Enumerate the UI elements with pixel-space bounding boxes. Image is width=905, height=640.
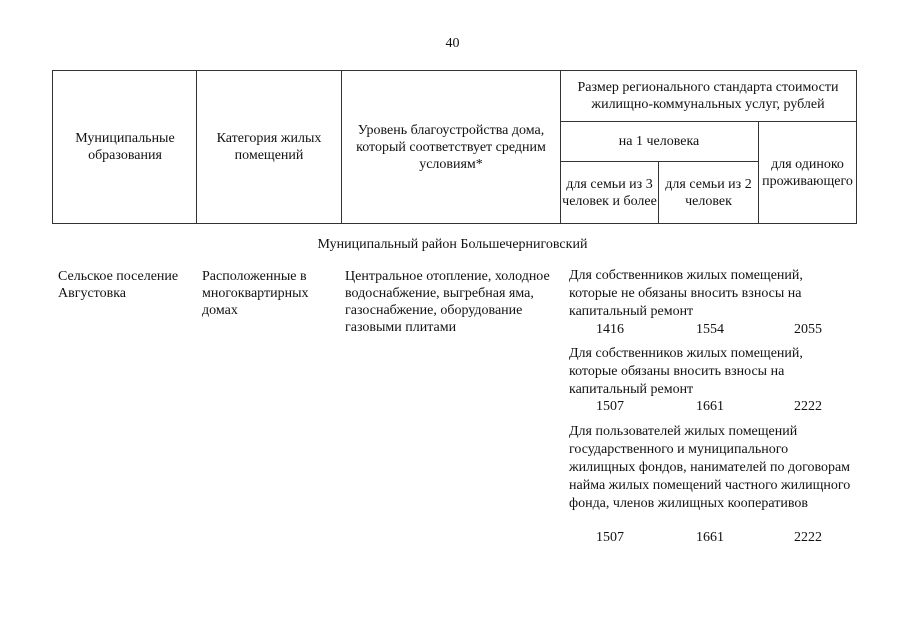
header-single: для одиноко проживающего <box>762 156 853 189</box>
page-number: 40 <box>445 36 460 51</box>
header-right-border <box>856 70 857 224</box>
value-family2: 1661 <box>696 399 724 414</box>
value-family3: 1507 <box>596 399 624 414</box>
header-col-divider-3 <box>560 70 561 224</box>
header-level: Уровень благоустройства дома, который соответствует средним условиям* <box>356 122 546 172</box>
district-title: Муниципальный район Большечерниговский <box>317 237 588 252</box>
row-category: Расположенные в многоквартирных домах <box>202 269 309 318</box>
section-label: Для собственников жилых помещений, которые обязаны вносить взносы на капитальный ремонт <box>569 346 803 397</box>
header-col-divider-5 <box>758 121 759 224</box>
header-per-person: на 1 человека <box>618 134 700 149</box>
value-single: 2222 <box>794 530 822 545</box>
section-label: Для собственников жилых помещений, которые не обязаны вносить взносы на капитальный ремонт <box>569 268 803 319</box>
value-family3: 1507 <box>596 530 624 545</box>
header-category: Категория жилых помещений <box>216 131 322 163</box>
section-label: Для пользователей жилых помещений государственного и муниципального жилищных фондов, нанимателей по договорам найма жилых помещений частного жилищного фонда, членов жилищных кооперативов <box>569 424 851 511</box>
value-family2: 1661 <box>696 530 724 545</box>
section-values <box>569 322 844 340</box>
row-level: Центральное отопление, холодное водоснабжение, выгребная яма, газоснабжение, оборудование газовыми плитами <box>345 269 550 335</box>
header-col-divider-4 <box>658 161 659 224</box>
header-family2: для семьи из 2 человек <box>665 176 752 209</box>
row-municipality: Сельское поселение Августовка <box>58 269 179 301</box>
header-col-divider-2 <box>341 70 342 224</box>
header-family3: для семьи из 3 человек и более <box>562 176 657 209</box>
value-single: 2055 <box>794 322 822 337</box>
table-header <box>52 70 856 224</box>
section-values <box>569 530 844 548</box>
value-family2: 1554 <box>696 322 724 337</box>
header-left-border <box>52 70 53 224</box>
header-standard: Размер регионального стандарта стоимости жилищно-коммунальных услуг, рублей <box>577 79 839 112</box>
section-values <box>569 399 844 417</box>
value-single: 2222 <box>794 399 822 414</box>
header-municipal: Муниципальные образования <box>75 131 175 163</box>
value-family3: 1416 <box>596 322 624 337</box>
header-col-divider-1 <box>196 70 197 224</box>
